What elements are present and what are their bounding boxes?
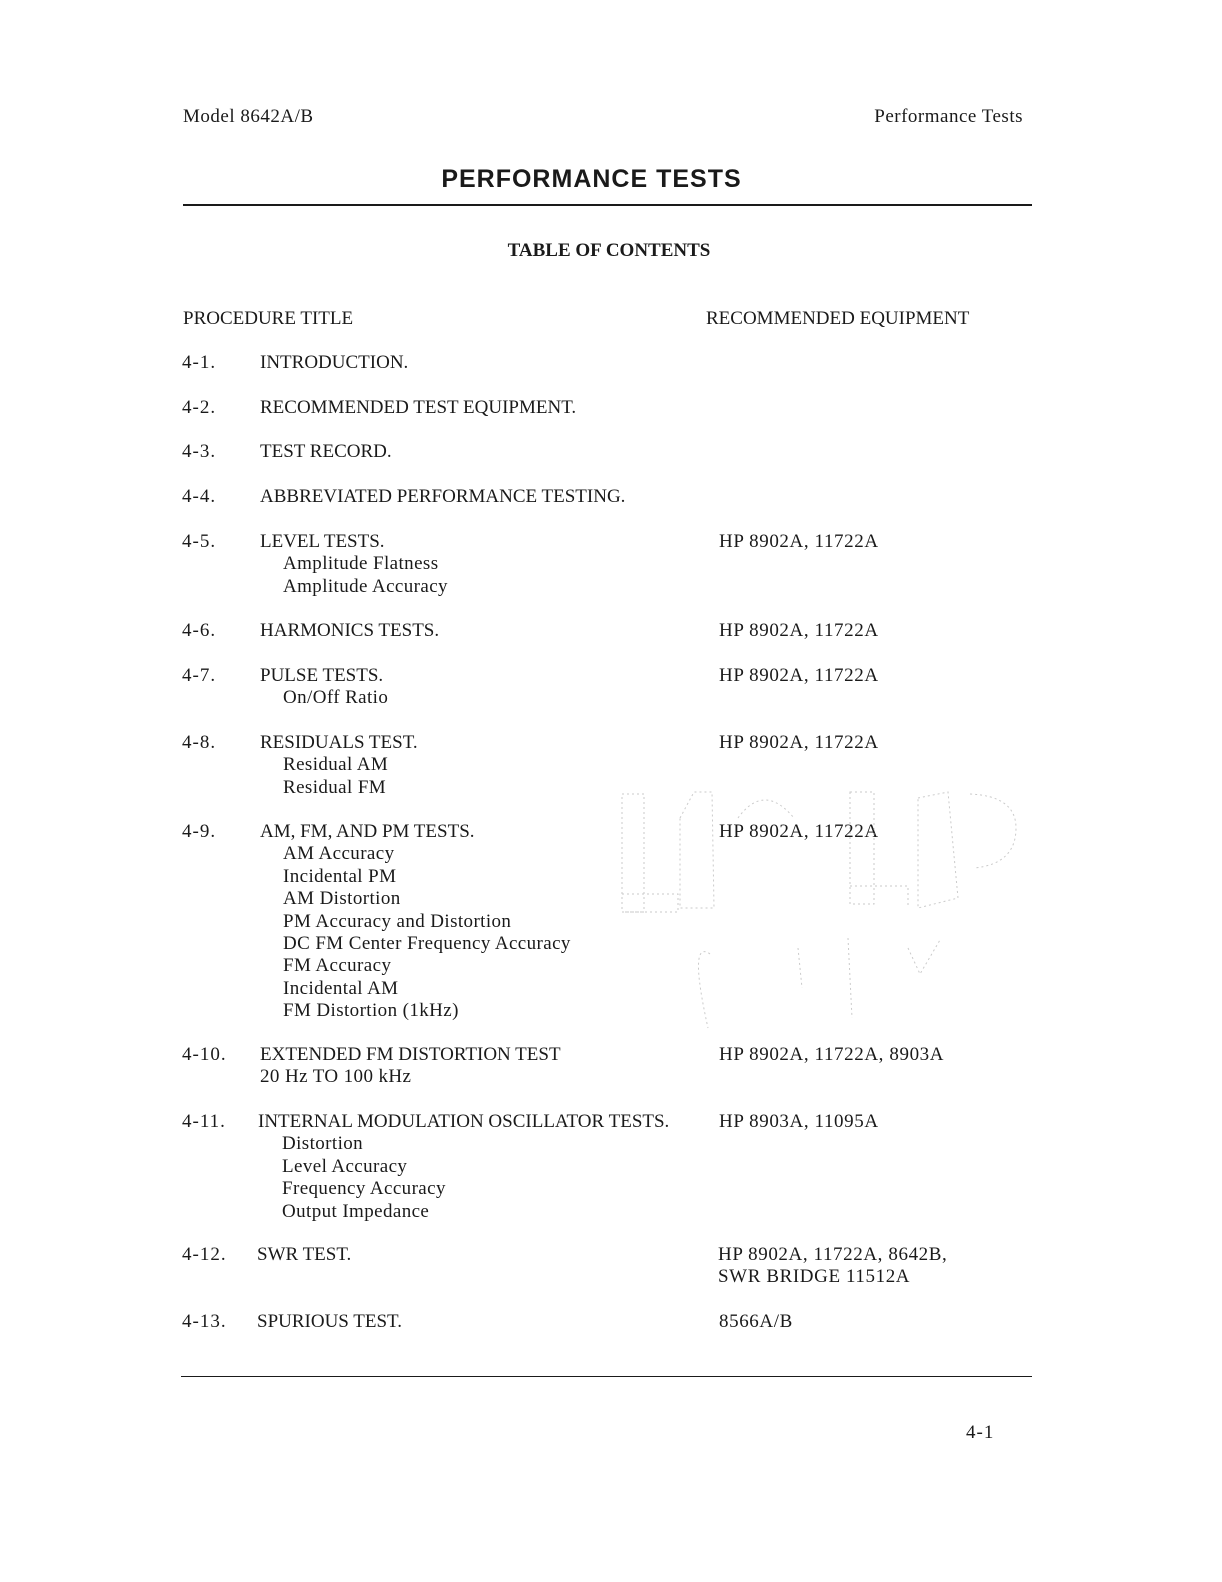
entry-equipment — [719, 620, 879, 642]
entry-number: 4-2. — [182, 397, 217, 418]
entry-number: 4-1. — [182, 352, 217, 373]
entry-subitems — [283, 687, 388, 709]
entry-number: 4-3. — [182, 441, 217, 462]
entry-equipment — [719, 732, 879, 754]
entry-subitems — [283, 553, 448, 598]
entry-title: RECOMMENDED TEST EQUIPMENT. — [260, 397, 577, 418]
footer-rule — [181, 1376, 1032, 1377]
entry-subitem: DC FM Center Frequency Accuracy — [283, 933, 571, 955]
entry-subitem: Amplitude Flatness — [283, 553, 439, 575]
entry-number: 4-8. — [182, 732, 217, 753]
entry-subitem: AM Accuracy — [283, 843, 395, 865]
toc-heading: TABLE OF CONTENTS — [507, 240, 711, 261]
entry-subitems — [260, 1066, 411, 1088]
page-number: 4-1 — [966, 1422, 995, 1443]
entry-subitem: Level Accuracy — [282, 1155, 408, 1177]
entry-subitem: Incidental AM — [283, 977, 399, 999]
entry-subitem: Residual AM — [283, 754, 389, 776]
entry-subitems — [283, 754, 388, 799]
entry-title: PULSE TESTS. — [260, 665, 384, 686]
entry-subitem: Frequency Accuracy — [282, 1178, 446, 1200]
equipment-line: HP 8902A, 11722A — [719, 732, 879, 753]
equipment-line: HP 8902A, 11722A, 8642B, — [718, 1244, 948, 1265]
entry-subitem: PM Accuracy and Distortion — [283, 910, 512, 932]
entry-number: 4-7. — [182, 665, 217, 686]
entry-subitem: Residual FM — [283, 776, 387, 798]
entry-subitem: 20 Hz TO 100 kHz — [260, 1066, 412, 1088]
entry-title: SWR TEST. — [257, 1244, 352, 1265]
entry-title: HARMONICS TESTS. — [260, 620, 440, 641]
entry-subitem: Distortion — [282, 1133, 364, 1155]
entry-title: EXTENDED FM DISTORTION TEST — [260, 1044, 561, 1065]
entry-equipment — [719, 1111, 879, 1133]
entry-equipment — [719, 821, 879, 843]
entry-number: 4-9. — [182, 821, 217, 842]
entry-number: 4-12. — [182, 1244, 227, 1265]
entry-equipment — [719, 531, 879, 553]
equipment-line: HP 8902A, 11722A — [719, 821, 879, 842]
entry-subitem: Incidental PM — [283, 865, 397, 887]
entry-title: ABBREVIATED PERFORMANCE TESTING. — [260, 486, 626, 507]
equipment-line: HP 8903A, 11095A — [719, 1111, 879, 1132]
equipment-line: HP 8902A, 11722A, 8903A — [719, 1044, 945, 1065]
entry-title: AM, FM, AND PM TESTS. — [260, 821, 475, 842]
entry-subitem: AM Distortion — [283, 888, 401, 910]
equipment-line: SWR BRIDGE 11512A — [718, 1266, 911, 1288]
equipment-line: 8566A/B — [719, 1311, 793, 1332]
equipment-line: HP 8902A, 11722A — [719, 620, 879, 641]
entry-number: 4-4. — [182, 486, 217, 507]
entry-equipment — [719, 1311, 793, 1333]
entry-equipment — [718, 1244, 947, 1289]
entry-equipment — [719, 1044, 944, 1066]
page-title: PERFORMANCE TESTS — [441, 165, 742, 193]
column-header-procedure: PROCEDURE TITLE — [183, 308, 354, 329]
entry-title: RESIDUALS TEST. — [260, 732, 418, 753]
entry-subitem: On/Off Ratio — [283, 687, 389, 709]
equipment-line: HP 8902A, 11722A — [719, 665, 879, 686]
entry-number: 4-5. — [182, 531, 217, 552]
entry-number: 4-6. — [182, 620, 217, 641]
title-rule — [183, 204, 1032, 206]
header-section: Performance Tests — [874, 106, 1023, 127]
entry-subitem: Output Impedance — [282, 1200, 430, 1222]
entry-subitem: FM Distortion (1kHz) — [283, 1000, 459, 1022]
entry-subitems — [282, 1133, 446, 1223]
equipment-line: HP 8902A, 11722A — [719, 531, 879, 552]
entry-title: INTRODUCTION. — [260, 352, 409, 373]
header-model: Model 8642A/B — [183, 106, 314, 127]
entry-title: SPURIOUS TEST. — [257, 1311, 402, 1332]
entry-title: INTERNAL MODULATION OSCILLATOR TESTS. — [258, 1111, 670, 1132]
column-header-equipment: RECOMMENDED EQUIPMENT — [706, 308, 970, 329]
entry-number: 4-10. — [182, 1044, 227, 1065]
entry-title: LEVEL TESTS. — [260, 531, 385, 552]
entry-subitems — [283, 843, 571, 1022]
entry-subitem: Amplitude Accuracy — [283, 575, 448, 597]
entry-equipment — [719, 665, 879, 687]
entry-subitem: FM Accuracy — [283, 955, 392, 977]
entry-number: 4-11. — [182, 1111, 226, 1132]
entry-number: 4-13. — [182, 1311, 227, 1332]
entry-title: TEST RECORD. — [260, 441, 392, 462]
